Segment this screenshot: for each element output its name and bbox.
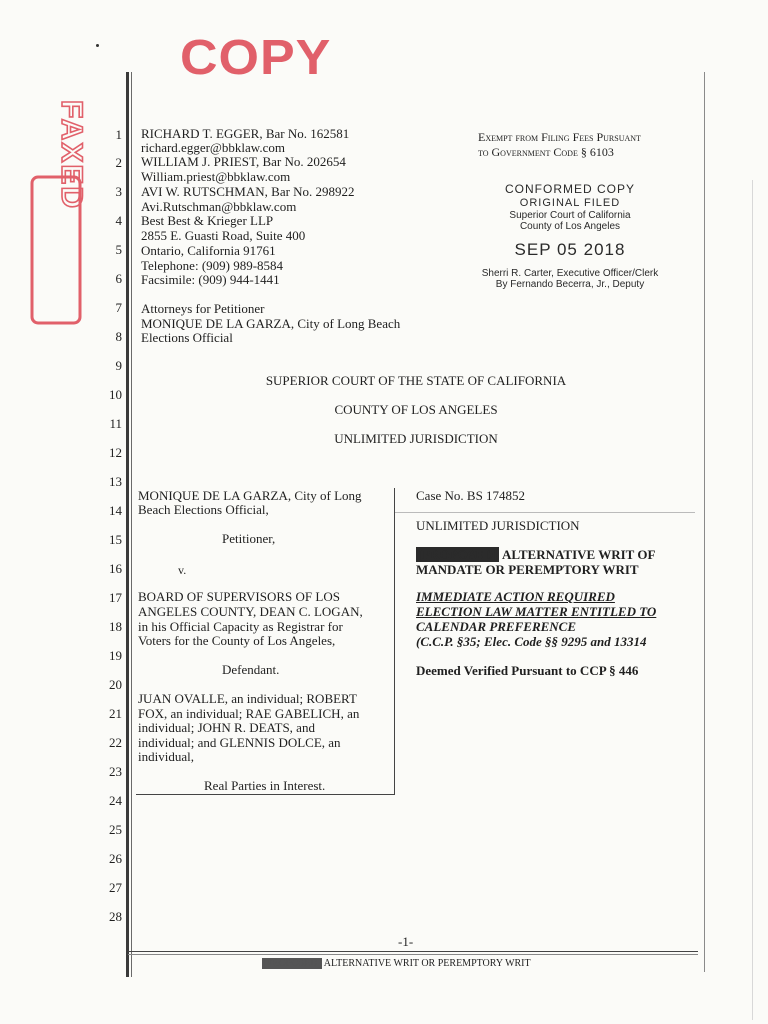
firm-address: 2855 E. Guasti Road, Suite 400 xyxy=(141,228,306,243)
stamp-line: ORIGINAL FILED xyxy=(519,197,621,209)
footer-title-text: ALTERNATIVE WRIT OR PEREMPTORY WRIT xyxy=(321,958,531,969)
line-number: 20 xyxy=(109,677,122,692)
attorney-line: RICHARD T. EGGER, Bar No. 162581 xyxy=(141,126,350,141)
exempt-line: Exempt from Filing Fees Pursuant xyxy=(478,130,641,144)
caption-faint-rule xyxy=(395,512,695,513)
stamp-line: CONFORMED COPY xyxy=(504,182,635,196)
line-number: 10 xyxy=(109,387,122,402)
defendant-role: Defendant. xyxy=(222,662,280,677)
verified-notice: Deemed Verified Pursuant to CCP § 446 xyxy=(416,663,639,678)
court-jurisdiction: UNLIMITED JURISDICTION xyxy=(334,431,498,446)
line-number: 19 xyxy=(109,648,122,663)
line-number: 18 xyxy=(109,619,122,634)
line-number: 2 xyxy=(115,155,122,170)
case-jurisdiction: UNLIMITED JURISDICTION xyxy=(416,518,580,533)
line-number: 14 xyxy=(109,503,122,518)
line-number: 3 xyxy=(115,184,122,199)
petitioner-name: Beach Elections Official, xyxy=(138,502,269,517)
left-margin-rule xyxy=(126,72,129,977)
line-number: 17 xyxy=(109,590,122,605)
line-number: 16 xyxy=(109,561,122,576)
line-number: 28 xyxy=(109,909,122,924)
caption-divider xyxy=(394,488,395,794)
real-parties: FOX, an individual; RAE GABELICH, an xyxy=(138,706,360,721)
defendant-name: Voters for the County of Los Angeles, xyxy=(138,633,336,648)
firm-city: Ontario, California 91761 xyxy=(141,243,276,258)
redacted-proposed: [PROPOSED] xyxy=(418,547,498,562)
court-name: SUPERIOR COURT OF THE STATE OF CALIFORNIA xyxy=(265,373,567,388)
line-number: 12 xyxy=(109,445,122,460)
real-parties: individual, xyxy=(138,749,194,764)
copy-stamp: COPY xyxy=(180,30,332,86)
line-number: 21 xyxy=(109,706,122,721)
firm-telephone: Telephone: (909) 989-8584 xyxy=(141,258,284,273)
conformed-copy-stamp xyxy=(470,182,670,290)
line-number: 5 xyxy=(115,242,122,257)
exempt-line: to Government Code § 6103 xyxy=(478,145,614,159)
line-number: 9 xyxy=(115,358,122,373)
versus: v. xyxy=(178,563,187,577)
court-county: COUNTY OF LOS ANGELES xyxy=(334,402,498,417)
real-parties: individual; JOHN R. DEATS, and xyxy=(138,720,315,735)
defendant-name: ANGELES COUNTY, DEAN C. LOGAN, xyxy=(138,604,363,619)
real-parties-role: Real Parties in Interest. xyxy=(204,778,326,793)
line-number: 22 xyxy=(109,735,122,750)
title-line: ALTERNATIVE WRIT OF xyxy=(499,547,656,562)
title-line: MANDATE OR PEREMPTORY WRIT xyxy=(416,562,639,577)
defendant-name: in his Official Capacity as Registrar for xyxy=(138,619,343,634)
line-number: 1 xyxy=(115,127,122,142)
footer-rule xyxy=(128,951,698,952)
case-number: Case No. BS 174852 xyxy=(416,488,526,503)
line-number: 23 xyxy=(109,764,122,779)
page-edge xyxy=(752,180,753,1020)
petitioner-name: MONIQUE DE LA GARZA, City of Long xyxy=(138,488,362,503)
left-margin-rule-inner xyxy=(131,72,132,977)
real-parties: JUAN OVALLE, an individual; ROBERT xyxy=(138,691,357,706)
attorney-email: richard.egger@bbklaw.com xyxy=(141,140,285,155)
page-number: -1- xyxy=(398,934,414,949)
immediate-action: (C.C.P. §35; Elec. Code §§ 9295 and 13314 xyxy=(416,634,647,649)
firm-facsimile: Facsimile: (909) 944-1441 xyxy=(141,272,280,287)
faxed-stamp-text: FAXED xyxy=(55,100,88,211)
faxed-stamp-icon xyxy=(30,100,88,325)
line-number: 25 xyxy=(109,822,122,837)
footer-title xyxy=(262,958,531,969)
line-number: 8 xyxy=(115,329,122,344)
attorney-line: AVI W. RUTSCHMAN, Bar No. 298922 xyxy=(141,184,355,199)
immediate-action: CALENDAR PREFERENCE xyxy=(416,619,577,634)
line-number: 13 xyxy=(109,474,122,489)
stamp-line: By Fernando Becerra, Jr., Deputy xyxy=(495,279,645,290)
stamp-line: Superior Court of California xyxy=(509,210,631,221)
stamp-line: County of Los Angeles xyxy=(519,221,621,232)
document-title xyxy=(416,548,655,562)
line-number: 24 xyxy=(109,793,122,808)
line-number: 6 xyxy=(115,271,122,286)
firm-name: Best Best & Krieger LLP xyxy=(141,213,274,228)
defendant-name: BOARD OF SUPERVISORS OF LOS xyxy=(138,589,340,604)
attorney-email: William.priest@bbklaw.com xyxy=(141,169,291,184)
footer-rule xyxy=(128,954,698,955)
attorney-email: Avi.Rutschman@bbklaw.com xyxy=(141,199,297,214)
footer-redacted: [PROPOSED] xyxy=(263,958,321,969)
attorneys-for-line: Elections Official xyxy=(141,330,233,345)
stamp-line: Sherri R. Carter, Executive Officer/Clerk xyxy=(481,268,659,279)
real-parties: individual; and GLENNIS DOLCE, an xyxy=(138,735,341,750)
attorneys-for-line: MONIQUE DE LA GARZA, City of Long Beach xyxy=(141,316,401,331)
line-number: 4 xyxy=(115,213,122,228)
scan-speck xyxy=(96,44,99,47)
line-number: 26 xyxy=(109,851,122,866)
caption-bottom-rule xyxy=(136,794,395,795)
attorneys-for-line: Attorneys for Petitioner xyxy=(141,301,265,316)
petitioner-role: Petitioner, xyxy=(222,531,276,546)
right-margin-rule xyxy=(704,72,705,972)
line-number: 15 xyxy=(109,532,122,547)
line-number: 27 xyxy=(109,880,122,895)
line-number: 7 xyxy=(115,300,122,315)
immediate-action: IMMEDIATE ACTION REQUIRED xyxy=(416,589,615,604)
line-number: 11 xyxy=(109,416,122,431)
immediate-action: ELECTION LAW MATTER ENTITLED TO xyxy=(416,604,657,619)
attorney-line: WILLIAM J. PRIEST, Bar No. 202654 xyxy=(141,154,346,169)
filed-date: SEP 05 2018 xyxy=(514,240,626,259)
